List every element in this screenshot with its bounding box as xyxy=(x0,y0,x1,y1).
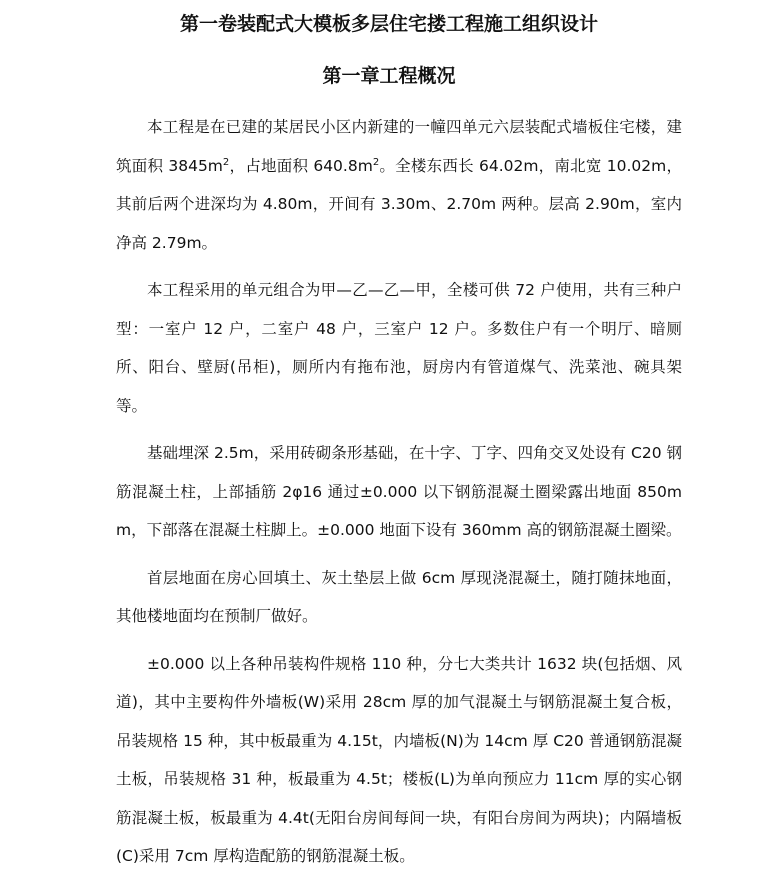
paragraph-components: ±0.000 以上各种吊装构件规格 110 种，分七大类共计 1632 块(包括烟、风道)，其中主要构件外墙板(W)采用 28cm 厚的加气混凝土与钢筋混凝土复合板，吊装规格 15 种，其中板最重为 4.15t，内墙板(N)为 14cm 厚 C20 普通钢筋混凝土板，吊装规格 31 种，板最重为 4.5t；楼板(L)为单向预应力 11cm 厚的实心钢筋混凝土板，板最重为 4.4t(无阳台房间每间一块，有阳台房间为两块)；内隔墙板(C)采用 7cm 厚构造配筋的钢筋混凝土板。 xyxy=(116,654,682,865)
paragraph-overview xyxy=(116,108,682,262)
paragraph-units: 本工程采用的单元组合为甲—乙—乙—甲，全楼可供 72 户使用，共有三种户型：一室户 12 户，二室户 48 户，三室户 12 户。多数住户有一个明厅、暗厕所、阳台、壁厨(吊柜)，厕所内有拖布池，厨房内有管道煤气、洗菜池、碗具架等。 xyxy=(116,281,682,415)
paragraph-overview-part3: 。全楼东西长 64.02m，南北宽 10.02m，其前后两个进深均为 4.80m，开间有 3.30m、2.70m 两种。层高 2.90m，室内净高 2.79m。 xyxy=(116,156,682,252)
chapter-title: 第一章工程概况 xyxy=(322,65,456,87)
paragraph-foundation: 基础埋深 2.5m，采用砖砌条形基础，在十字、丁字、四角交叉处设有 C20 钢筋混凝土柱，上部插筋 2φ16 通过±0.000 以下钢筋混凝土圈梁露出地面 850mm，下部落在混凝土柱脚上。±0.000 地面下设有 360mm 高的钢筋混凝土圈梁。 xyxy=(116,444,682,539)
paragraph-overview-part1: 本工程是在已建的某居民小区内新建的一幢四单元六层装配式墙板住宅楼，建筑面积 3845m xyxy=(116,118,682,175)
superscript-square-2: 2 xyxy=(372,156,380,168)
paragraph-overview-part2: ，占地面积 640.8m xyxy=(229,156,373,175)
paragraph-ground-floor: 首层地面在房心回填土、灰土垫层上做 6cm 厚现浇混凝土，随打随抹地面，其他楼地面均在预制厂做好。 xyxy=(116,568,682,625)
superscript-square: 2 xyxy=(222,156,230,168)
document-title: 第一卷装配式大模板多层住宅搂工程施工组织设计 xyxy=(179,13,598,35)
